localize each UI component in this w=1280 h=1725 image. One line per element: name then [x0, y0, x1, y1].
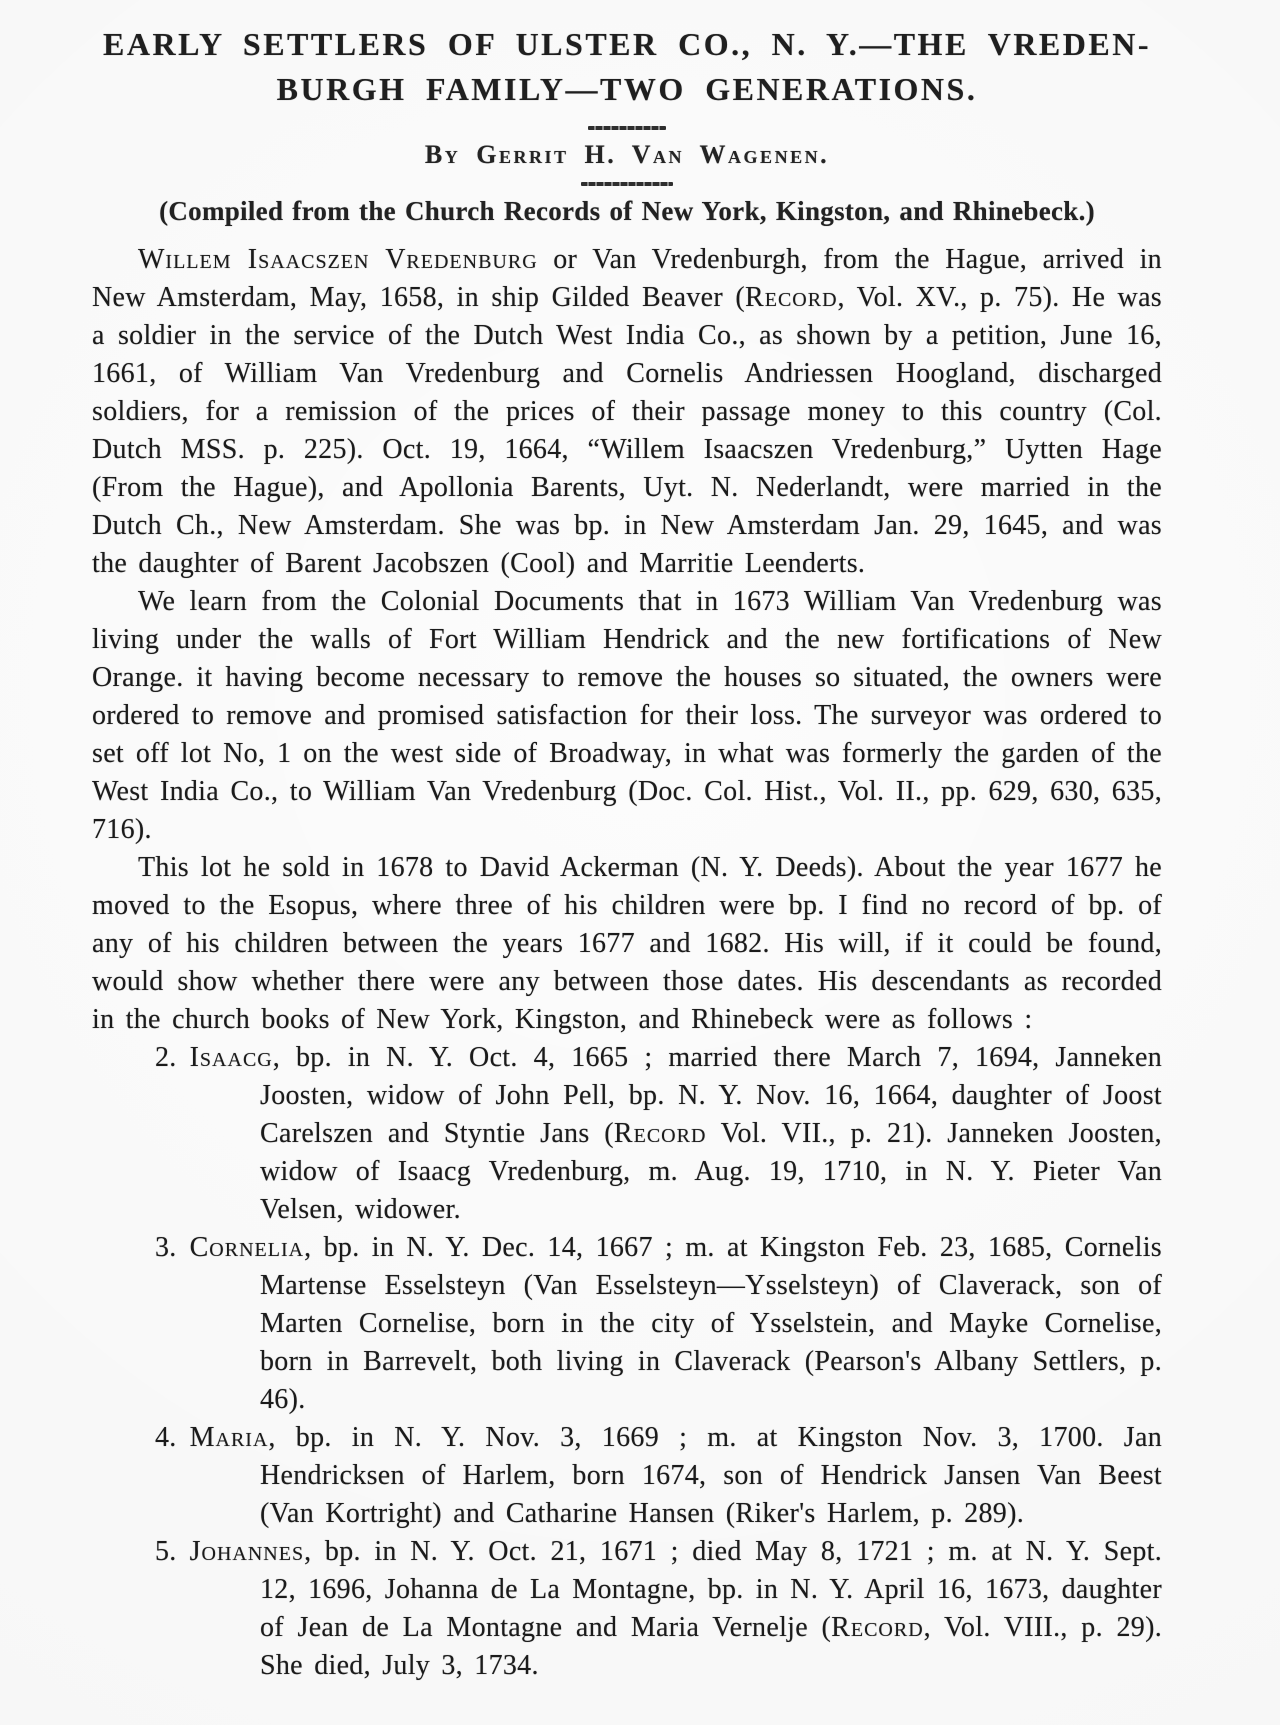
paragraph-willem	[92, 241, 1162, 583]
item-text: , Vol. VIII., p. 29). She died, July 3, 1734.	[260, 1612, 1162, 1681]
descendant-name: Cornelia	[189, 1232, 305, 1263]
descendant-name: Johannes	[189, 1536, 305, 1567]
item-text: , bp. in N. Y. Nov. 3, 1669 ; m. at Kingston Nov. 3, 1700. Jan Hendricksen of Harlem, born 1674, son of Hendrick Jansen Van Beest (Van Kortright) and Catharine Hansen (Riker's Harlem, p. 289).	[260, 1422, 1162, 1529]
byline: By Gerrit H. Van Wagenen.	[424, 140, 830, 169]
record-reference: Record	[745, 282, 838, 313]
page-title-line2: BURGH FAMILY—TWO GENERATIONS.	[276, 71, 978, 107]
descendant-name: Isaacg	[189, 1042, 273, 1073]
item-text: Vol. VII., p. 21). Janneken Joosten, widow of Isaacg Vredenburg, m. Aug. 19, 1710, in N. Y. Pieter Van Velsen, widower.	[260, 1118, 1162, 1225]
descendant-name: Maria	[189, 1422, 269, 1453]
page-title	[92, 22, 1162, 112]
divider-rule	[588, 126, 666, 130]
paragraph-text: This lot he sold in 1678 to David Ackerman (N. Y. Deeds). About the year 1677 he moved to the Esopus, where three of his children were bp. I find no record of bp. of any of his children between the years 1677 and 1682. His will, if it could be found, would show whether there were any between those dates. His descendants as recorded in the church books of New York, Kingston, and Rhinebeck were as follows :	[92, 852, 1162, 1035]
item-text: , bp. in N. Y. Dec. 14, 1667 ; m. at Kingston Feb. 23, 1685, Cornelis Martense Esselsteyn (Van Esselsteyn—Ysselsteyn) of Claverack, son of Marten Cornelise, born in the city of Ysselstein, and Mayke Cornelise, born in Barrevelt, both living in Claverack (Pearson's Albany Settlers, p. 46).	[260, 1232, 1162, 1415]
divider-rule	[581, 182, 673, 186]
item-number: 2.	[155, 1042, 177, 1073]
paragraph-lot-sold	[92, 849, 1162, 1039]
paragraph-text: , Vol. XV., p. 75). He was a soldier in the service of the Dutch West India Co., as shown by a petition, June 16, 1661, of William Van Vredenburg and Cornelis Andriessen Hoogland, discharged soldiers, for a remission of the prices of their passage money to this country (Col. Dutch MSS. p. 225). Oct. 19, 1664, “Willem Isaacszen Vredenburg,” Uytten Hage (From the Hague), and Apollonia Barents, Uyt. N. Nederlandt, were married in the Dutch Ch., New Amsterdam. She was bp. in New Amsterdam Jan. 29, 1645, and was the daughter of Barent Jacobszen (Cool) and Marritie Leenderts.	[92, 282, 1162, 579]
item-number: 3.	[155, 1232, 177, 1263]
descendant-item	[92, 1419, 1162, 1533]
page-title-line1: EARLY SETTLERS OF ULSTER CO., N. Y.—THE VREDEN-	[103, 26, 1151, 62]
paragraph-text: We learn from the Colonial Documents that in 1673 William Van Vredenburg was living under the walls of Fort William Hendrick and the new fortifications of New Orange. it having become necessary to remove the houses so situated, the owners were ordered to remove and promised satisfaction for their loss. The surveyor was ordered to set off lot No, 1 on the west side of Broadway, in what was formerly the garden of the West India Co., to William Van Vredenburg (Doc. Col. Hist., Vol. II., pp. 629, 630, 635, 716).	[92, 586, 1162, 845]
item-text: , bp. in N. Y. Oct. 4, 1665 ; married there March 7, 1694, Janneken Joosten, widow of John Pell, bp. N. Y. Nov. 16, 1664, daughter of Joost Carelszen and Styntie Jans (	[260, 1042, 1162, 1149]
paragraph-text: or Van Vredenburgh, from the Hague, arrived in New Amsterdam, May, 1658, in ship Gilded Beaver (	[92, 244, 1162, 313]
paragraph-colonial-documents	[92, 583, 1162, 849]
person-name-smallcaps: Willem Isaacszen Vredenburg	[138, 244, 538, 275]
article-body	[92, 241, 1162, 1685]
item-number: 5.	[155, 1536, 177, 1567]
descendant-item	[92, 1229, 1162, 1419]
item-text: , bp. in N. Y. Oct. 21, 1671 ; died May 8, 1721 ; m. at N. Y. Sept. 12, 1696, Johanna de La Montagne, bp. in N. Y. April 16, 1673, daughter of Jean de La Montagne and Maria Vernelje (	[260, 1536, 1162, 1643]
descendant-item	[92, 1533, 1162, 1685]
compiled-note: (Compiled from the Church Records of New York, Kingston, and Rhinebeck.)	[159, 196, 1095, 226]
item-number: 4.	[155, 1422, 177, 1453]
descendant-item	[92, 1039, 1162, 1229]
record-reference: Record	[613, 1118, 707, 1149]
record-reference: Record	[831, 1612, 924, 1643]
